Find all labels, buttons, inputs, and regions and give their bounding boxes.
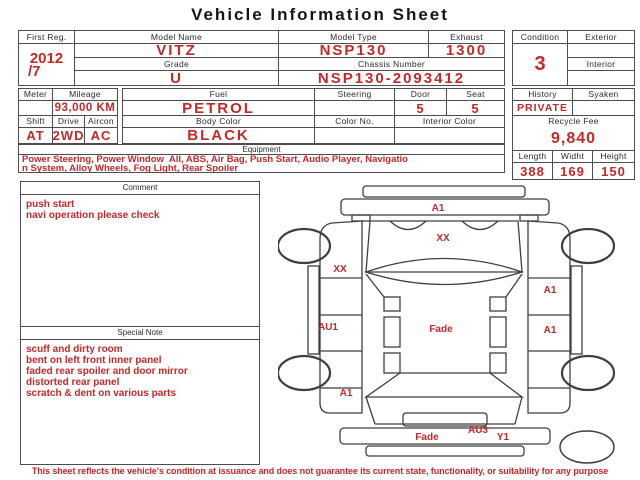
grade-value: U — [75, 71, 279, 85]
shift-value: AT — [19, 128, 53, 143]
fuel-label: Fuel — [123, 89, 315, 101]
first-reg-value — [19, 44, 75, 85]
chassis-number-label: Chassis Number — [279, 58, 504, 71]
aircon-value: AC — [90, 128, 112, 143]
equipment-label: Equipment — [19, 145, 504, 155]
model-name-value: VITZ — [75, 44, 279, 58]
hood-outline — [366, 221, 522, 272]
car-diagram — [278, 183, 638, 468]
special-note-text — [21, 340, 259, 475]
left-side-panel — [317, 221, 362, 413]
meter-label: Meter — [19, 89, 53, 101]
color-no-label: Color No. — [315, 116, 395, 128]
equipment-line-1: Power Steering, Power Window All, ABS, Air Bag, Push Start, Audio Player, Navigatio — [22, 154, 408, 165]
headlight-arc-right — [462, 221, 498, 230]
mark-right-rear-door: A1 — [543, 325, 557, 336]
comment-line: push start — [26, 199, 75, 210]
shift-label: Shift — [19, 116, 53, 128]
meter-shift-table — [18, 88, 118, 144]
special-note-label: Special Note — [21, 327, 259, 340]
chassis-number-value: NSP130-2093412 — [317, 69, 466, 87]
front-bumper-main-bar — [341, 199, 549, 215]
left-panel-seams — [317, 278, 362, 388]
mark-left-front-fender: XX — [333, 264, 347, 275]
length-value: 388 — [513, 163, 553, 179]
mark-front-bumper: A1 — [431, 203, 445, 214]
height-value: 150 — [601, 163, 626, 179]
interior-label: Interior — [568, 58, 634, 71]
mark-rear-panel: AU3 — [467, 425, 489, 436]
right-window-strip — [490, 297, 506, 373]
front-bumper-tab-left — [352, 215, 370, 221]
exhaust-value: 1300 — [429, 44, 504, 58]
body-color-value: BLACK — [123, 128, 315, 143]
steering-value — [315, 101, 395, 116]
exterior-value — [568, 44, 634, 58]
a-pillars — [366, 274, 522, 297]
history-value: PRIVATE — [513, 101, 573, 116]
mark-left-door: AU1 — [317, 322, 339, 333]
width-label: Widht — [553, 151, 593, 163]
rear-left-wheel — [278, 356, 330, 390]
length-label: Length — [513, 151, 553, 163]
fuel-value: PETROL — [123, 101, 315, 116]
condition-label: Condition — [513, 31, 568, 44]
condition-table — [512, 30, 635, 86]
front-left-wheel — [278, 229, 330, 263]
drive-label: Drive — [53, 116, 85, 128]
mark-right-front-door: A1 — [543, 285, 557, 296]
front-bumper-tab-right — [520, 215, 538, 221]
mileage-value: 93,000 KM — [54, 102, 116, 114]
comment-text — [21, 195, 259, 327]
special-note-line: bent on left front inner panel — [26, 355, 162, 366]
steering-label: Steering — [315, 89, 395, 101]
registration-table — [18, 30, 505, 86]
model-type-value: NSP130 — [279, 44, 429, 58]
mark-rear-bumper: Fade — [415, 432, 439, 443]
seat-value: 5 — [447, 101, 504, 116]
special-note-line: faded rear spoiler and door mirror — [26, 366, 188, 377]
spare-wheel — [560, 431, 614, 463]
mileage-label: Mileage — [53, 89, 117, 101]
mark-left-rear-fender: A1 — [339, 388, 353, 399]
equipment-line-2: n System, Alloy Wheels, Fog Light, Rear Spoiler — [22, 163, 239, 174]
exhaust-label: Exhaust — [429, 31, 504, 44]
recycle-fee-label: Recycle Fee — [548, 116, 599, 126]
first-reg-label: First Reg. — [19, 31, 75, 44]
seat-label: Seat — [447, 89, 504, 101]
rear-window — [366, 373, 522, 397]
hatch-outline — [366, 397, 522, 424]
recycle-fee-value: 9,840 — [513, 127, 634, 151]
headlight-arc-left — [390, 221, 426, 230]
exterior-label: Exterior — [568, 31, 634, 44]
mark-hood: XX — [436, 233, 450, 244]
page-title: Vehicle Information Sheet — [191, 5, 449, 24]
grade-label: Grade — [75, 58, 279, 71]
mark-rear-corner: Y1 — [496, 432, 510, 443]
mark-roof: Fade — [429, 324, 453, 335]
syaken-value — [573, 101, 634, 116]
special-note-line: scratch & dent on various parts — [26, 388, 177, 399]
front-bumper-outer-bar — [363, 186, 525, 197]
disclaimer-text: This sheet reflects the vehicle's condition at issuance and does not guarantee its current state, functionality, or suitability for any purpose — [31, 466, 609, 476]
condition-value: 3 — [513, 44, 568, 85]
comment-box — [20, 181, 260, 465]
left-rocker-strip — [308, 266, 319, 354]
meter-value — [19, 101, 53, 116]
history-recycle-table — [512, 88, 635, 180]
door-label: Door — [395, 89, 447, 101]
left-window-strip — [384, 297, 400, 373]
door-value: 5 — [395, 101, 447, 116]
width-value: 169 — [553, 163, 593, 179]
aircon-label: Aircon — [85, 116, 117, 128]
height-label: Height — [593, 151, 634, 163]
fuel-bodycolor-table — [122, 88, 505, 144]
rear-bumper-main-bar — [340, 428, 550, 444]
first-reg-month: /7 — [28, 62, 41, 80]
special-note-line: distorted rear panel — [26, 377, 120, 388]
interior-color-value — [395, 128, 504, 143]
comment-line: navi operation please check — [26, 210, 160, 221]
special-note-line: scuff and dirty room — [26, 344, 123, 355]
model-type-label: Model Type — [279, 31, 429, 44]
first-reg-year: 2012 — [29, 49, 64, 67]
body-color-label: Body Color — [123, 116, 315, 128]
comment-label: Comment — [21, 182, 259, 195]
color-no-value — [315, 128, 395, 143]
equipment-section — [18, 144, 505, 173]
equipment-text — [19, 155, 504, 173]
drive-value: 2WD — [52, 128, 85, 143]
rear-bumper-outer-bar — [366, 446, 524, 456]
model-name-label: Model Name — [75, 31, 279, 44]
syaken-label: Syaken — [573, 89, 634, 101]
interior-value — [568, 71, 634, 85]
history-label: History — [513, 89, 573, 101]
interior-color-label: Interior Color — [395, 116, 504, 128]
right-rocker-strip — [571, 266, 582, 354]
